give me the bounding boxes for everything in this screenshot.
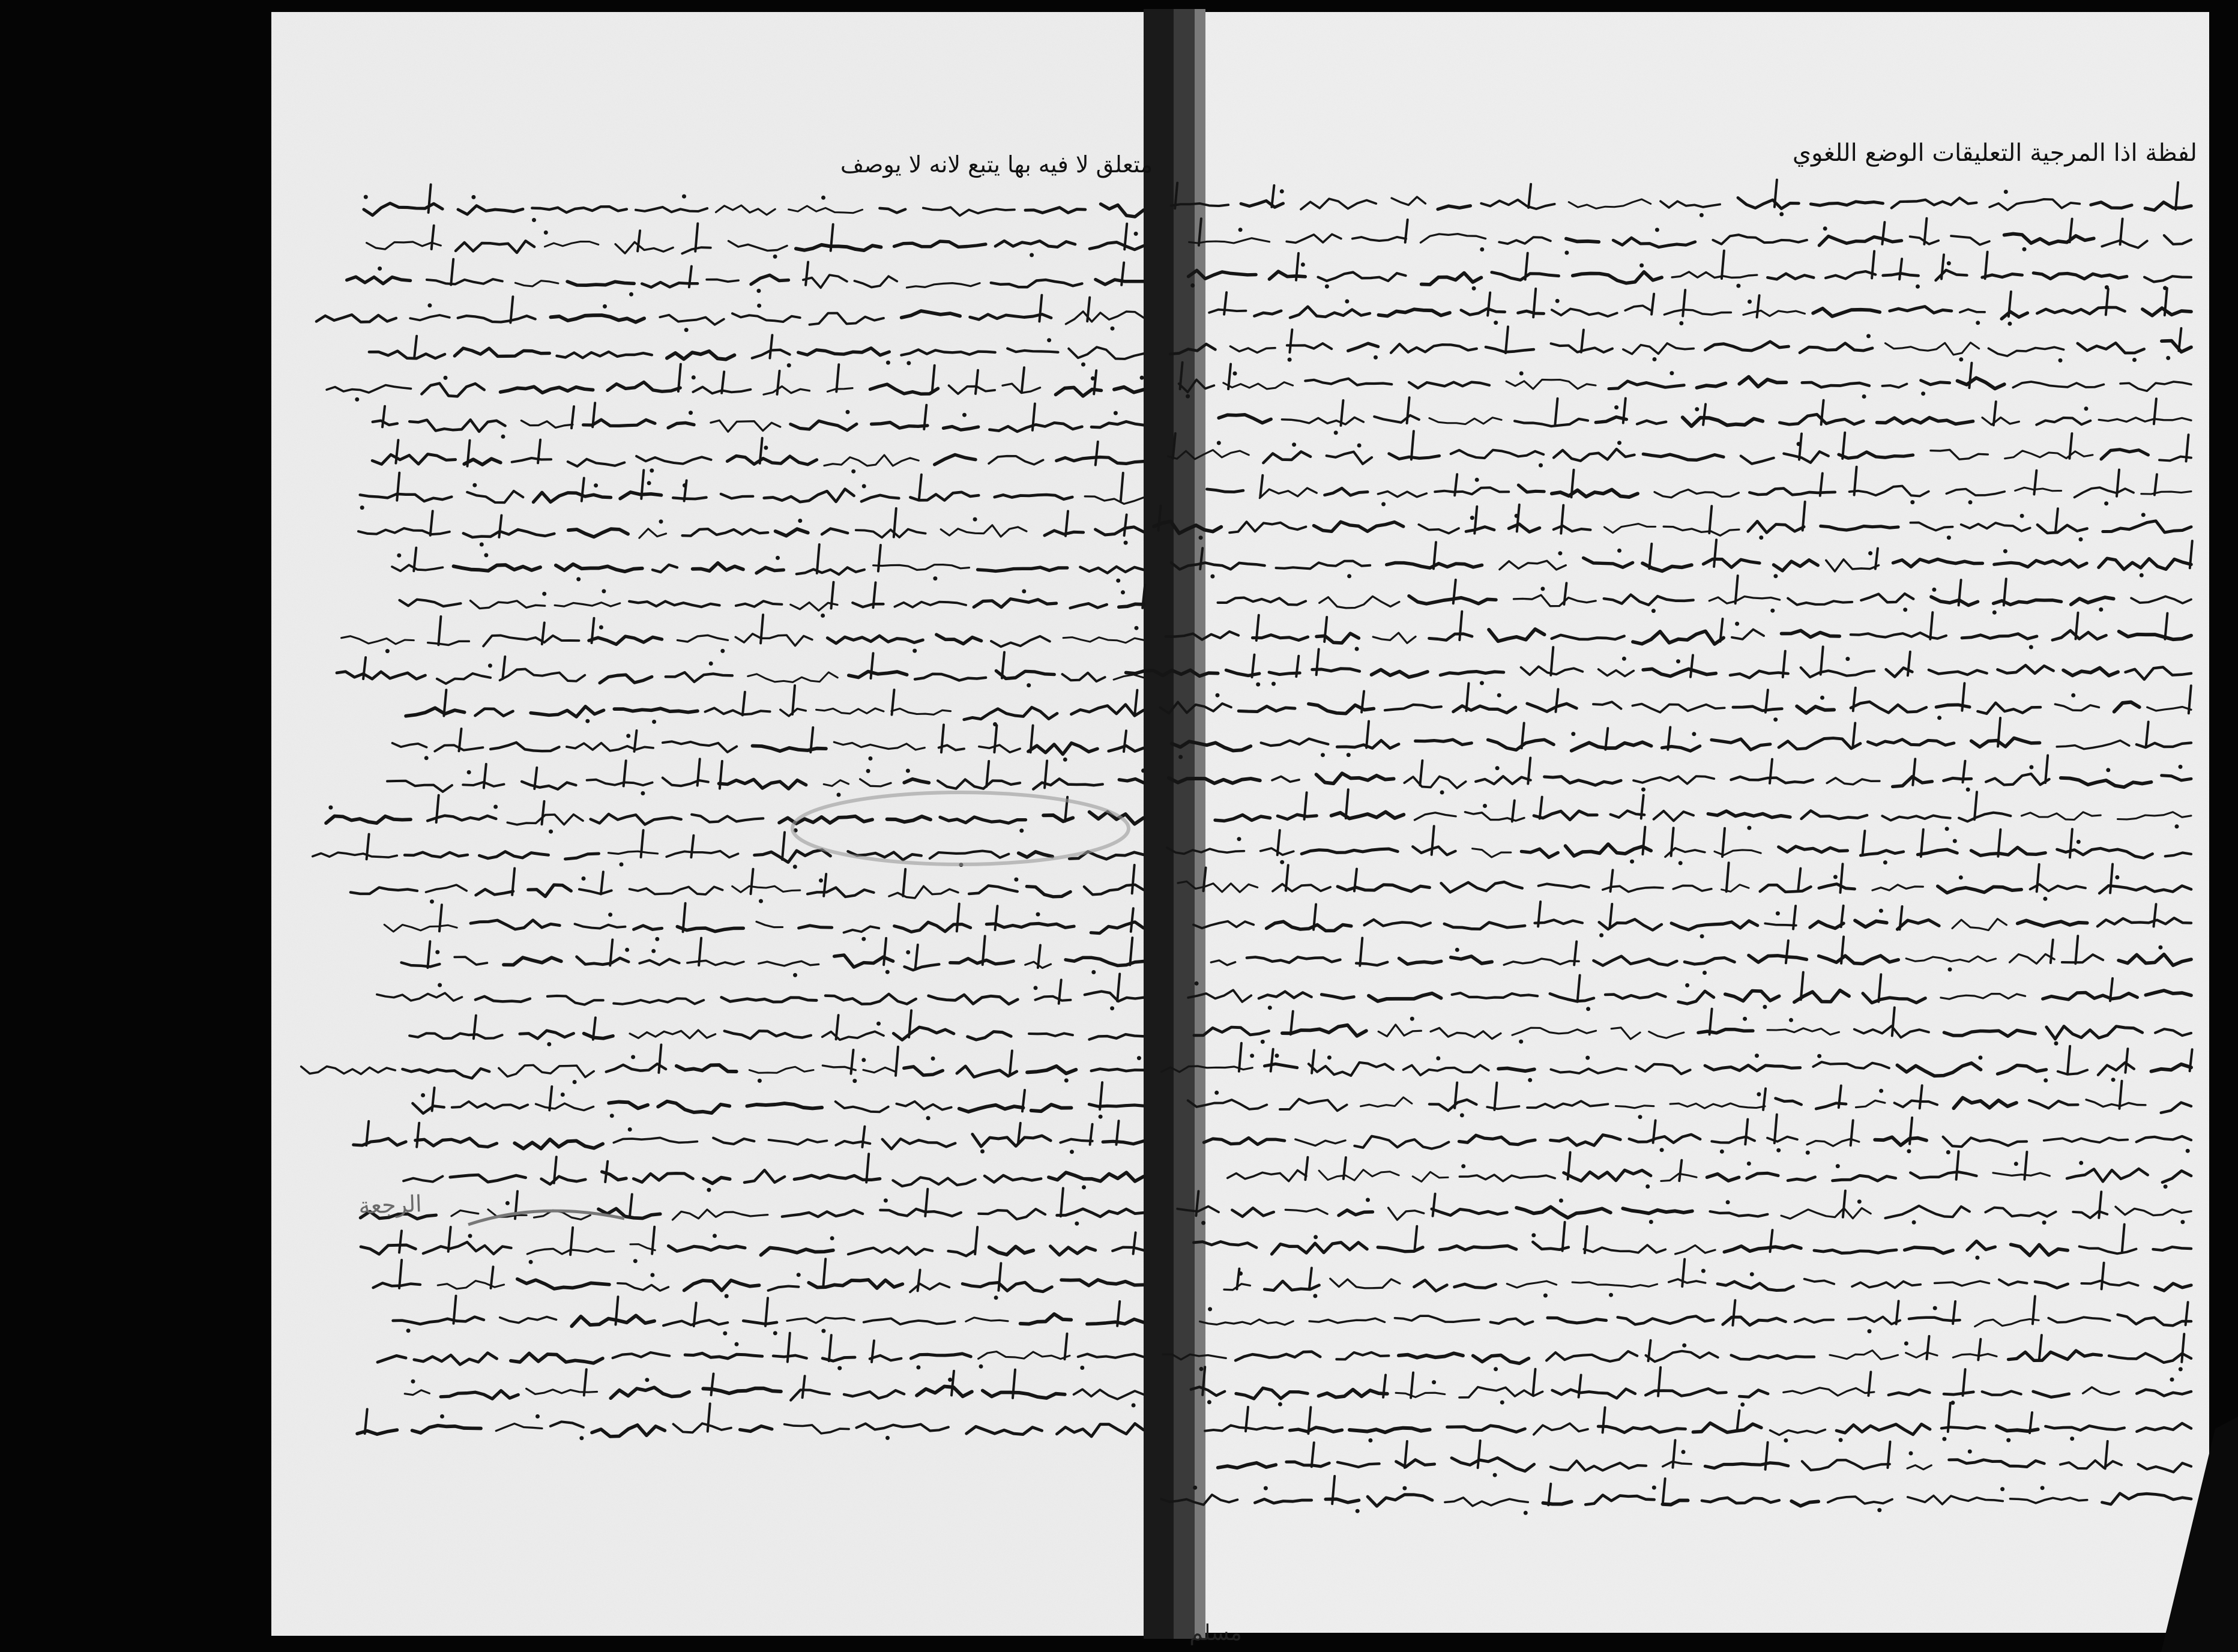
margin-note: الرجعة [358, 1190, 423, 1219]
right-page-heading: لفظة اذا المرجية التعليقات الوضع اللغوي [1792, 139, 2197, 167]
page-footer-word: مسلم [1189, 1621, 1242, 1645]
left-page-heading: متعلق لا فيه بها يتبع لانه لا يوصف [840, 151, 1153, 178]
